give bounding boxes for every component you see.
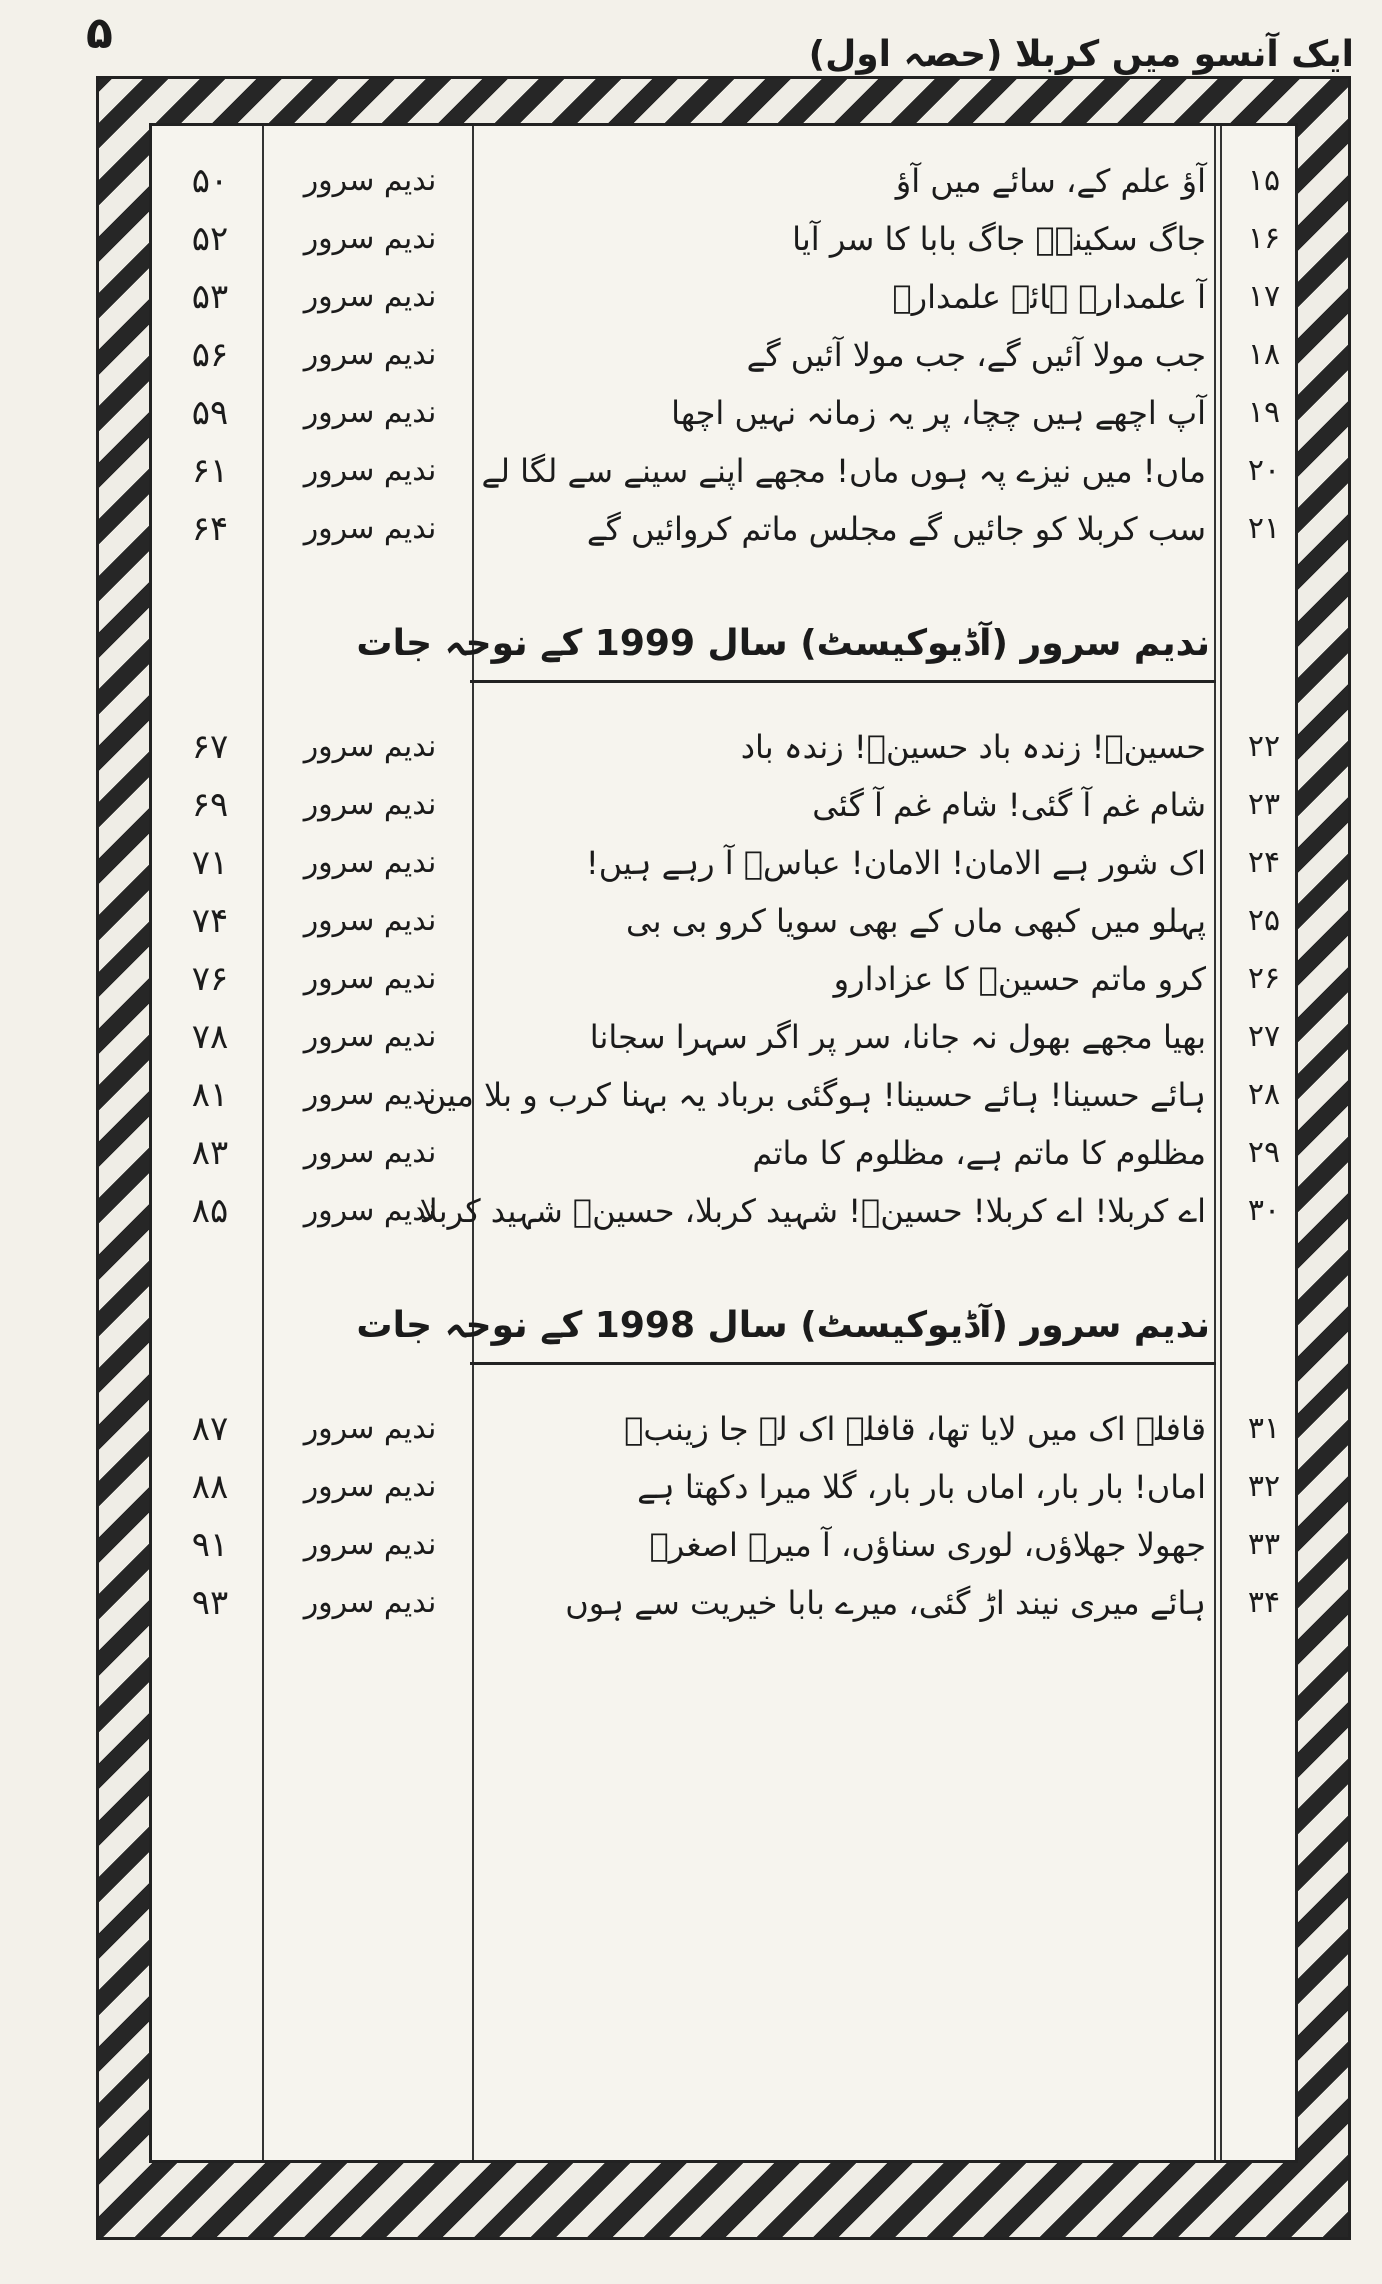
serial-number-cell: ۳۰ [1247, 1193, 1281, 1228]
serial-number-cell: ۳۳ [1247, 1527, 1281, 1562]
page-number-cell: ۷۴ [191, 901, 229, 941]
author-cell: ندیم سرور [303, 163, 437, 198]
author-cell: ندیم سرور [303, 1077, 437, 1112]
author-cell: ندیم سرور [303, 729, 437, 764]
serial-number-cell: ۲۵ [1247, 903, 1281, 938]
table-row [152, 494, 1295, 564]
author-cell: ندیم سرور [303, 1193, 437, 1228]
running-header: ایک آنسو میں کربلا (حصہ اول) [808, 34, 1354, 75]
title-cell: ماں! میں نیزے پہ ہوں ماں! مجھے اپنے سینے سے لگا لے [481, 452, 1206, 490]
page-number-cell: ۶۱ [191, 451, 229, 491]
serial-number-cell: ۲۴ [1247, 845, 1281, 880]
author-cell: ندیم سرور [303, 961, 437, 996]
decorative-border [96, 76, 1351, 2240]
title-cell: آ علمدارؑ ہائے علمدارؑ [892, 278, 1206, 316]
page-number-cell: ۷۶ [191, 959, 229, 999]
contents-table [149, 123, 1298, 2163]
title-cell: حسینؑ! زندہ باد حسینؑ! زندہ باد [740, 728, 1206, 766]
title-cell: جب مولا آئیں گے، جب مولا آئیں گے [746, 336, 1206, 374]
serial-number-cell: ۲۷ [1247, 1019, 1281, 1054]
page-number-cell: ۷۸ [191, 1017, 229, 1057]
page-number-cell: ۵۳ [191, 277, 229, 317]
page-number-cell: ۵۹ [191, 393, 229, 433]
serial-number-cell: ۱۶ [1247, 221, 1281, 256]
page-number-cell: ۵۶ [191, 335, 229, 375]
page-number-cell: ۸۸ [191, 1467, 229, 1507]
page-number-cell: ۹۱ [191, 1525, 229, 1565]
title-cell: شام غم آ گئی! شام غم آ گئی [812, 786, 1206, 824]
serial-number-cell: ۱۹ [1247, 395, 1281, 430]
title-cell: قافلہ اک میں لایا تھا، قافلہ اک لے جا زینبؑ [624, 1410, 1206, 1448]
section-heading: ندیم سرور (آڈیوکیسٹ) سال 1998 کے نوحہ جات [356, 1305, 1210, 1346]
title-cell: اماں! بار بار، اماں بار بار، گلا میرا دکھتا ہے [637, 1468, 1206, 1506]
heading-underline [470, 1362, 1216, 1365]
serial-number-cell: ۲۹ [1247, 1135, 1281, 1170]
serial-number-cell: ۱۸ [1247, 337, 1281, 372]
title-cell: آؤ علم کے، سائے میں آؤ [895, 162, 1206, 200]
author-cell: ندیم سرور [303, 395, 437, 430]
title-cell: مظلوم کا ماتم ہے، مظلوم کا ماتم [752, 1134, 1206, 1172]
page-number-cell: ۵۰ [191, 161, 229, 201]
page-number-cell: ۶۷ [191, 727, 229, 767]
heading-underline [470, 680, 1216, 683]
serial-number-cell: ۲۲ [1247, 729, 1281, 764]
serial-number-cell: ۳۲ [1247, 1469, 1281, 1504]
serial-number-cell: ۲۶ [1247, 961, 1281, 996]
author-cell: ندیم سرور [303, 787, 437, 822]
author-cell: ندیم سرور [303, 1019, 437, 1054]
author-cell: ندیم سرور [303, 1135, 437, 1170]
title-cell: جھولا جھلاؤں، لوری سناؤں، آ میرے اصغرؑ [649, 1526, 1206, 1564]
page-number: ۵ [86, 8, 113, 59]
author-cell: ندیم سرور [303, 221, 437, 256]
page-number-cell: ۸۳ [191, 1133, 229, 1173]
title-cell: بھیا مجھے بھول نہ جانا، سر پر اگر سہرا سجانا [589, 1018, 1206, 1056]
title-cell: اک شور ہے الامان! الامان! عباسؑ آ رہے ہیں! [585, 844, 1206, 882]
page-number-cell: ۵۲ [191, 219, 229, 259]
table-rows [152, 126, 1295, 2160]
title-cell: ہائے حسینا! ہائے حسینا! ہوگئی برباد یہ بہنا کرب و بلا میں [422, 1076, 1206, 1114]
author-cell: ندیم سرور [303, 1411, 437, 1446]
page-number-cell: ۸۵ [191, 1191, 229, 1231]
table-row [152, 1568, 1295, 1638]
author-cell: ندیم سرور [303, 1585, 437, 1620]
serial-number-cell: ۲۳ [1247, 787, 1281, 822]
title-cell: سب کربلا کو جائیں گے مجلس ماتم کروائیں گے [586, 510, 1206, 548]
title-cell: اے کربلا! اے کربلا! حسینؑ! شہید کربلا، حسینؑ شہید کربلا [419, 1192, 1206, 1230]
serial-number-cell: ۳۱ [1247, 1411, 1281, 1446]
author-cell: ندیم سرور [303, 511, 437, 546]
serial-number-cell: ۲۰ [1247, 453, 1281, 488]
author-cell: ندیم سرور [303, 279, 437, 314]
page-number-cell: ۹۳ [191, 1583, 229, 1623]
table-row [152, 1176, 1295, 1246]
page-number-cell: ۶۴ [191, 509, 229, 549]
page-number-cell: ۸۱ [191, 1075, 229, 1115]
serial-number-cell: ۱۵ [1247, 163, 1281, 198]
author-cell: ندیم سرور [303, 453, 437, 488]
serial-number-cell: ۲۸ [1247, 1077, 1281, 1112]
title-cell: آپ اچھے ہیں چچا، پر یہ زمانہ نہیں اچھا [671, 394, 1206, 432]
title-cell: ہائے میری نیند اڑ گئی، میرے بابا خیریت سے ہوں [565, 1584, 1206, 1622]
author-cell: ندیم سرور [303, 337, 437, 372]
author-cell: ندیم سرور [303, 1527, 437, 1562]
title-cell: کرو ماتم حسینؑ کا عزادارو [833, 960, 1206, 998]
author-cell: ندیم سرور [303, 903, 437, 938]
serial-number-cell: ۱۷ [1247, 279, 1281, 314]
section-heading: ندیم سرور (آڈیوکیسٹ) سال 1999 کے نوحہ جات [356, 623, 1210, 664]
author-cell: ندیم سرور [303, 845, 437, 880]
title-cell: جاگ سکینہؑ جاگ بابا کا سر آیا [792, 220, 1206, 258]
page-number-cell: ۸۷ [191, 1409, 229, 1449]
page-number-cell: ۷۱ [191, 843, 229, 883]
author-cell: ندیم سرور [303, 1469, 437, 1504]
page-number-cell: ۶۹ [191, 785, 229, 825]
serial-number-cell: ۳۴ [1247, 1585, 1281, 1620]
serial-number-cell: ۲۱ [1247, 511, 1281, 546]
title-cell: پہلو میں کبھی ماں کے بھی سویا کرو بی بی [626, 902, 1206, 940]
